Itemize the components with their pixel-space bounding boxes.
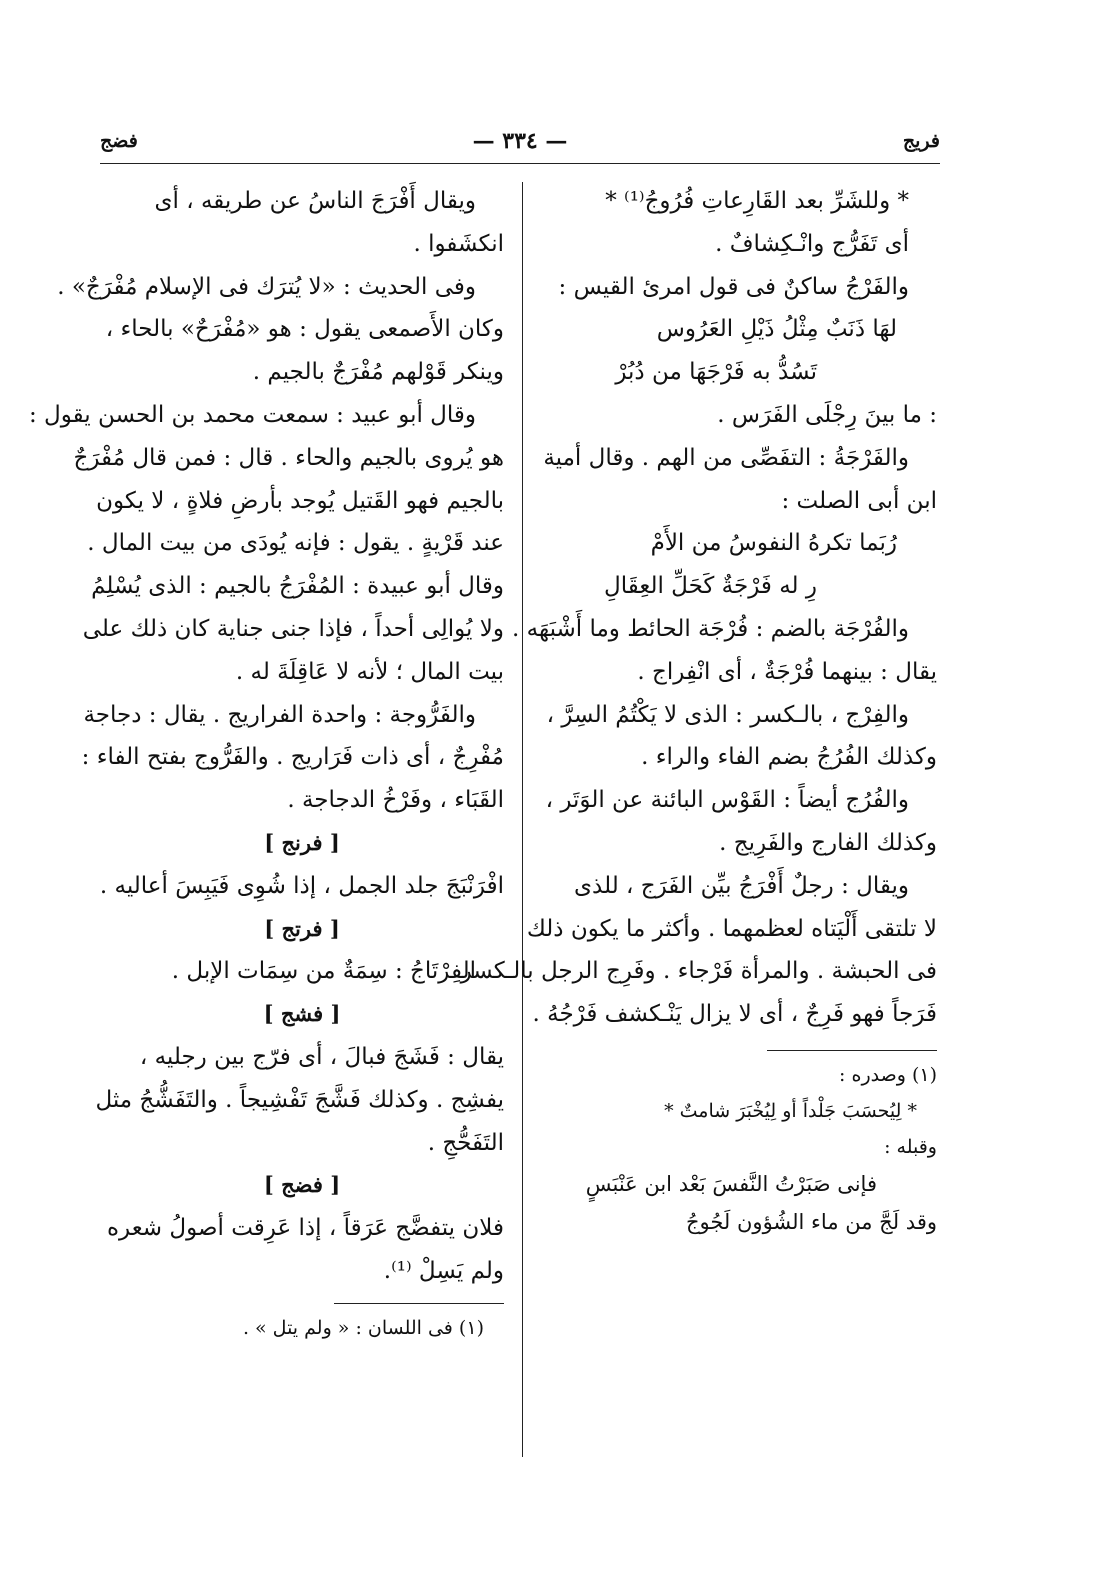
- footnote-verse: فإنى صَبَرْتُ النَّفسَ بَعْد ابن عَنْبَسٍ: [585, 1171, 877, 1196]
- text-line: والفَرْجَةُ : التفَصِّى من الهم . وقال أمية: [543, 444, 909, 471]
- text-line: أى تَفَرُّج وانْـكِشافٌ .: [715, 230, 909, 257]
- text-line: والفَرُّوجة : واحدة الفراريج . يقال : دجاجة: [83, 701, 476, 728]
- text-line: بيت المال ؛ لأنه لا عَاقِلَةَ له .: [235, 658, 504, 685]
- text-line: ابن أبى الصلت :: [781, 487, 937, 514]
- text-line: * وللشَرِّ بعد القَارِعاتِ فُرُوجُ⁽¹⁾ *: [605, 188, 909, 214]
- text-line: الفِرْتَاجُ : سِمَةٌ من سِمَات الإبل .: [171, 958, 476, 985]
- entry-heading: [ فرنج ]: [264, 829, 340, 855]
- text-line: وكذلك الفارج والفَرِيج .: [719, 829, 937, 856]
- text-line: هو يُروى بالجيم والحاء . قال : فمن قال مُفْرَجٌ: [73, 444, 504, 471]
- text-line: لا تلتقى أَلْيَتاه لعظمهما . وأكثر ما يكون ذلك: [526, 915, 937, 942]
- text-line: وينكر قَوْلهم مُفْرَجٌ بالجيم .: [252, 359, 504, 386]
- page-header: [100, 128, 940, 162]
- footnote-label: (١) وصدره :: [839, 1063, 937, 1086]
- footnote-rule: [767, 1050, 937, 1051]
- header-guide-word-right: فريج: [902, 130, 940, 152]
- text-line: يقال : فَشَجَ فبالَ ، أى فرّج بين رجليه ،: [139, 1043, 504, 1070]
- text-line: والفُرْجَة بالضم : فُرْجَة الحائط وما أَشْبَهَه .: [512, 615, 909, 642]
- text-line: وكذلك الفُرُجُ بضم الفاء والراء .: [641, 744, 937, 771]
- footnote-label: وقبله :: [884, 1135, 937, 1158]
- verse-line: تَسُدُّ به فَرْجَهَا من دُبُرْ: [615, 359, 817, 386]
- text-line: عند قَرْيةٍ . يقول : فإنه يُودَى من بيت المال .: [87, 530, 504, 557]
- text-line: ولا يُوالِى أحداً ، فإذا جنى جناية كان ذلك على: [82, 615, 504, 642]
- text-line: يقال : بينهما فُرْجَةٌ ، أى انْفِراج .: [637, 658, 937, 685]
- entry-heading: [ فضج ]: [263, 1172, 341, 1198]
- text-line: وكان الأَصمعى يقول : هو «مُفْرَحٌ» بالحاء ،: [105, 316, 504, 343]
- page-number: — ٣٣٤ —: [472, 128, 568, 154]
- text-line: ويقال : رجلٌ أَفْرَجُ بيِّن الفَرَج ، للذى: [574, 872, 909, 899]
- text-line: التَفَحُّجِ .: [427, 1129, 504, 1156]
- text-line: انكشَفوا .: [413, 230, 504, 257]
- text-line: فى الحبشة . والمرأة فَرْجاء . وفَرِج الرجل بالـكسر: [460, 958, 937, 985]
- text-line: فلان يتفضَّج عَرَقاً ، إذا عَرِقت أصولُ شعره: [106, 1215, 504, 1242]
- text-line: : ما بينَ رِجْلَى الفَرَس .: [717, 401, 937, 428]
- entry-heading: [ فرتج ]: [264, 915, 340, 941]
- header-rule: [100, 163, 940, 164]
- text-line: فَرَجاً فهو فَرِجٌ ، أى لا يزال يَنْـكشف فَرْجُهُ .: [532, 1001, 937, 1028]
- text-line: وفى الحديث : «لا يُترَك فى الإسلام مُفْرَجٌ» .: [57, 273, 476, 300]
- verse-line: لهَا ذَنَبٌ مِثْلُ ذَيْلِ العَرُوس: [656, 316, 897, 343]
- footnote-verse: * لِيُحسَبَ جَلْداً أو لِيُخْبَرَ شامتٌ *: [664, 1099, 917, 1122]
- footnote-rule: [334, 1303, 504, 1304]
- text-line: ويقال أَفْرَجَ الناسُ عن طريقه ، أى: [154, 188, 476, 214]
- footnote-verse: وقد لَجَّ من ماء الشُؤون لَجُوجُ: [685, 1209, 937, 1234]
- footnote-text: (١) فى اللسان : « ولم يتل » .: [242, 1316, 484, 1339]
- column-divider: [522, 182, 523, 1457]
- entry-heading: [ فشج ]: [263, 1001, 341, 1027]
- verse-line: رِ له فَرْجَةٌ كَحَلِّ العِقَالِ: [604, 573, 817, 600]
- text-line: وقال أبو عبيد : سمعت محمد بن الحسن يقول :: [28, 401, 476, 428]
- text-line: والفَرْجُ ساكنٌ فى قول امرئ القيس :: [558, 273, 909, 300]
- header-guide-word-left: فضج: [100, 130, 138, 152]
- text-line: والفُرُج أيضاً : القَوْس البائنة عن الوَتَر ،: [545, 787, 909, 814]
- text-line: والفِرْج ، بالـكسر : الذى لا يَكْتُمُ السِرَّ ،: [546, 701, 909, 728]
- text-line: القَبَاء ، وفَرْخُ الدجاجة .: [287, 787, 504, 814]
- text-line: ولم يَسِلْ ⁽¹⁾.: [383, 1257, 504, 1284]
- text-line: مُفْرِجٌ ، أى ذات فَرَاريج . والفَرُّوج بفتح الفاء :: [81, 744, 504, 771]
- left-column: [28, 180, 504, 1346]
- text-line: بالجيم فهو القَتيل يُوجد بأرضِ فلاةٍ ، لا يكون: [96, 487, 504, 514]
- text-line: وقال أبو عبيدة : المُفْرَجُ بالجيم : الذى يُسْلِمُ: [91, 573, 504, 600]
- text-line: افْرَنْبَجَ جلد الجمل ، إذا شُوِى فَيَبِسَ أعاليه .: [99, 872, 504, 899]
- text-line: يفشِج . وكذلك فَشَّجَ تَفْشِيجاً . والتَفَشُّجُ مثل: [95, 1086, 504, 1113]
- verse-line: رُبَما تكرهُ النفوسُ من الأَمْ: [650, 530, 897, 557]
